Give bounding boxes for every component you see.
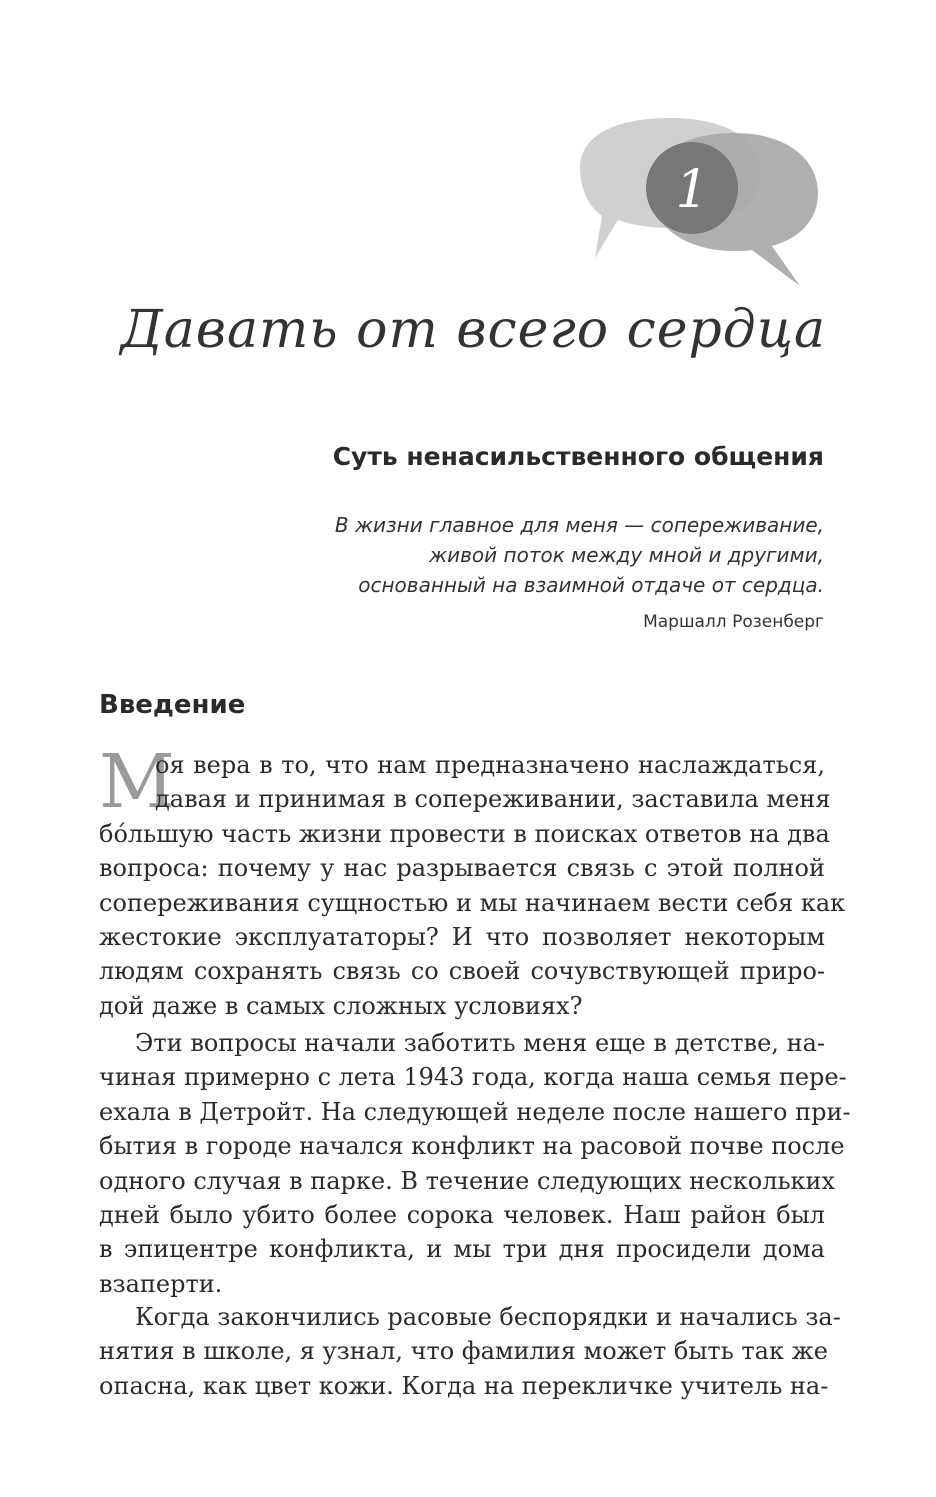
text-line: бытия в городе начался конфликт на расовой почве после: [99, 1132, 845, 1161]
chapter-title: Давать от всего сердца: [120, 300, 826, 360]
text-line: опасна, как цвет кожи. Когда на перекличке учитель на-: [99, 1371, 829, 1400]
text-line: чиная примерно с лета 1943 года, когда наша семья пере-: [99, 1063, 847, 1092]
text-line: дней было убито более сорока человек. Наш район был: [99, 1200, 825, 1229]
text-line: бóльшую часть жизни провести в поисках ответов на два: [99, 819, 830, 848]
text-line: людям сохранять связь со своей сочувствующей приро-: [99, 957, 825, 986]
drop-cap: М: [99, 739, 175, 825]
epigraph-line: основанный на взаимной отдаче от сердца.: [358, 573, 824, 597]
speech-bubbles-icon: [560, 108, 830, 293]
text-line: Эти вопросы начали заботить меня еще в детстве, на-: [135, 1029, 825, 1057]
paragraph: [99, 1026, 851, 1301]
paragraph: [99, 748, 846, 1023]
text-line: Когда закончились расовые беспорядки и начались за-: [135, 1303, 841, 1331]
text-line: оя вера в то, что нам предназначено наслаждаться,: [155, 751, 825, 779]
text-line: одного случая в парке. В течение следующих нескольких: [99, 1166, 836, 1195]
text-line: в эпицентре конфликта, и мы три дня просидели дома: [99, 1235, 825, 1264]
epigraph: [335, 510, 824, 600]
paragraph: [99, 1300, 841, 1403]
text-line: взаперти.: [99, 1269, 223, 1298]
epigraph-author: Маршалл Розенберг: [643, 612, 824, 632]
epigraph-line: живой поток между мной и другими,: [429, 543, 824, 567]
text-line: сопереживания сущностью и мы начинаем вести себя как: [99, 888, 846, 917]
text-line: ехала в Детройт. На следующей неделе после нашего при-: [99, 1097, 851, 1126]
text-line: нятия в школе, я узнал, что фамилия может быть так же: [99, 1337, 828, 1366]
text-line: жестокие эксплуататоры? И что позволяет некоторым: [99, 922, 825, 951]
text-line: дой даже в самых сложных условиях?: [99, 991, 583, 1020]
text-line: давая и принимая в сопереживании, заставила меня: [155, 785, 831, 814]
text-line: вопроса: почему у нас разрывается связь с этой полной: [99, 854, 825, 883]
chapter-number: 1: [675, 160, 709, 220]
epigraph-line: В жизни главное для меня — сопереживание,: [334, 513, 824, 537]
chapter-subtitle: Суть ненасильственного общения: [332, 442, 824, 471]
section-heading: Введение: [99, 690, 246, 720]
